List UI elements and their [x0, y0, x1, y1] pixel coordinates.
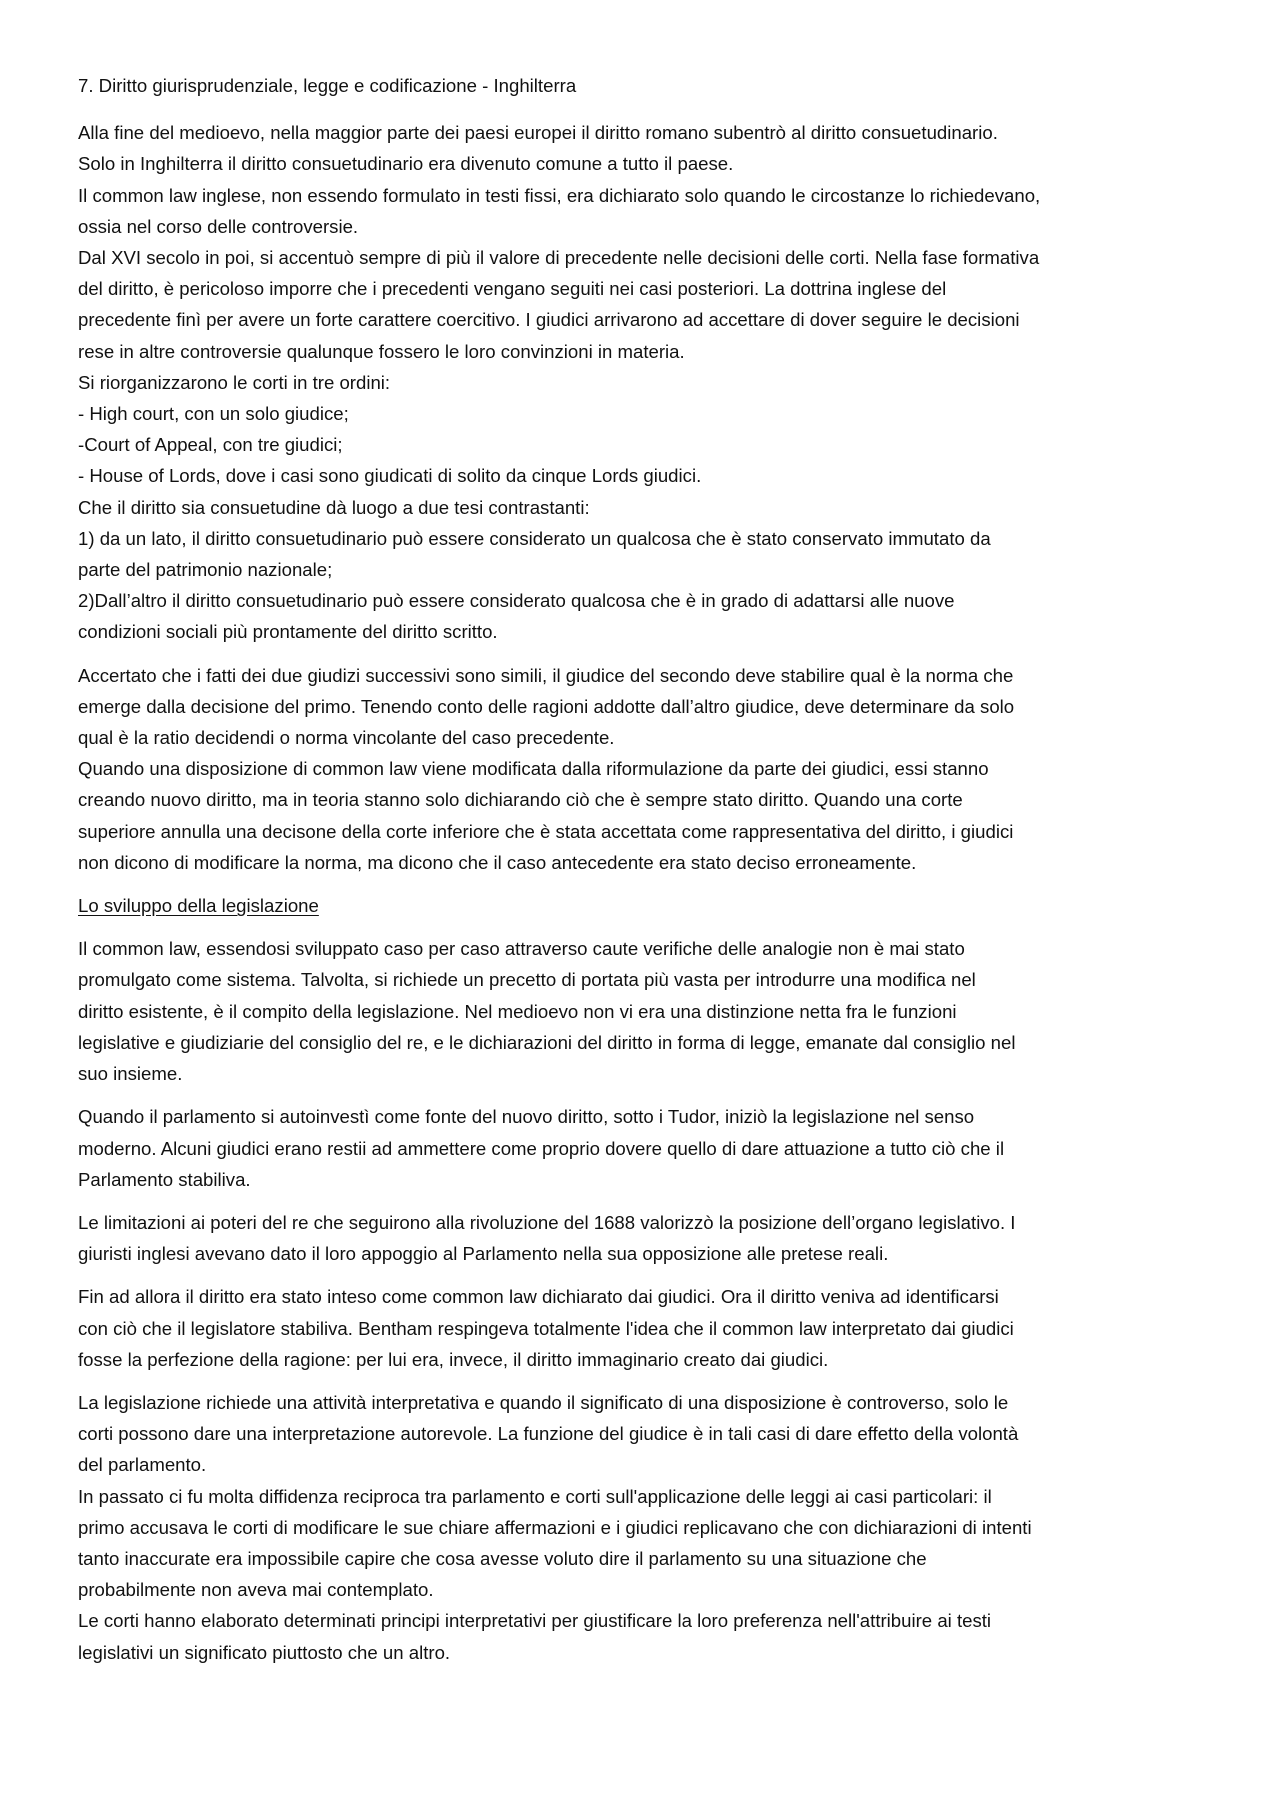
text-line: - House of Lords, dove i casi sono giudicati di solito da cinque Lords giudici.: [78, 465, 702, 487]
text-line: 1) da un lato, il diritto consuetudinario può essere considerato un qualcosa che è stato conservato immutato da: [78, 527, 991, 549]
text-line: La legislazione richiede una attività interpretativa e quando il significato di una disposizione è controverso, solo le: [78, 1391, 1009, 1413]
text-line: In passato ci fu molta diffidenza reciproca tra parlamento e corti sull'applicazione delle leggi ai casi particolari: il: [78, 1485, 992, 1507]
text-line: Il common law, essendosi sviluppato caso per caso attraverso caute verifiche delle analogie non è mai stato: [78, 938, 965, 960]
text-line: superiore annulla una decisone della corte inferiore che è stata accettata come rappresentativa del diritto, i giudici: [78, 820, 1014, 842]
text-line: fosse la perfezione della ragione: per lui era, invece, il diritto immaginario creato dai giudici.: [78, 1348, 829, 1370]
text-line: suo insieme.: [78, 1063, 183, 1085]
text-line: Il common law inglese, non essendo formulato in testi fissi, era dichiarato solo quando le circostanze lo richiedevano,: [78, 184, 1041, 206]
text-line: diritto esistente, è il compito della legislazione. Nel medioevo non vi era una distinzione netta fra le funzioni: [78, 1000, 957, 1022]
text-line: precedente finì per avere un forte carattere coercitivo. I giudici arrivarono ad accettare di dover seguire le decisioni: [78, 309, 1020, 331]
text-line: Quando il parlamento si autoinvestì come fonte del nuovo diritto, sotto i Tudor, iniziò la legislazione nel senso: [78, 1106, 975, 1128]
text-line: -Court of Appeal, con tre giudici;: [78, 434, 343, 456]
text-line: Quando una disposizione di common law viene modificata dalla riformulazione da parte dei giudici, essi stanno: [78, 758, 989, 780]
text-line: legislativi un significato piuttosto che un altro.: [78, 1641, 451, 1663]
text-line: Le corti hanno elaborato determinati principi interpretativi per giustificare la loro preferenza nell'attribuire ai testi: [78, 1610, 992, 1632]
section-bentham: [78, 1281, 1208, 1375]
text-line: parte del patrimonio nazionale;: [78, 559, 333, 581]
text-line: Accertato che i fatti dei due giudizi successivi sono simili, il giudice del secondo deve stabilire qual è la norma che: [78, 664, 1014, 686]
text-line: Che il diritto sia consuetudine dà luogo a due tesi contrastanti:: [78, 496, 590, 518]
text-line: emerge dalla decisione del primo. Tenendo conto delle ragioni addotte dall’altro giudice, deve determinare da solo: [78, 695, 1015, 717]
text-line: probabilmente non aveva mai contemplato.: [78, 1579, 434, 1601]
text-line: Solo in Inghilterra il diritto consuetudinario era divenuto comune a tutto il paese.: [78, 153, 734, 175]
section-precedent: [78, 660, 1208, 878]
section-common-law: [78, 933, 1208, 1089]
text-line: tanto inaccurate era impossibile capire che cosa avesse voluto dire il parlamento su una situazione che: [78, 1547, 927, 1569]
document-title: 7. Diritto giurisprudenziale, legge e codificazione - Inghilterra: [78, 75, 577, 96]
text-line: primo accusava le corti di modificare le sue chiare affermazioni e i giudici replicavano che con dichiarazioni di intenti: [78, 1516, 1032, 1538]
text-line: creando nuovo diritto, ma in teoria stanno solo dichiarando ciò che è sempre stato diritto. Quando una corte: [78, 789, 963, 811]
text-line: corti possono dare una interpretazione autorevole. La funzione del giudice è in tali casi di dare effetto della volontà: [78, 1423, 1019, 1445]
text-line: condizioni sociali più prontamente del diritto scritto.: [78, 621, 498, 643]
section-introduction: [78, 117, 1208, 647]
text-line: del parlamento.: [78, 1454, 207, 1476]
text-line: Alla fine del medioevo, nella maggior parte dei paesi europei il diritto romano subentrò al diritto consuetudinario.: [78, 122, 998, 144]
text-line: Si riorganizzarono le corti in tre ordini:: [78, 371, 391, 393]
text-line: del diritto, è pericoloso imporre che i precedenti vengano seguiti nei casi posteriori. La dottrina inglese del: [78, 278, 947, 300]
text-line: qual è la ratio decidendi o norma vincolante del caso precedente.: [78, 727, 615, 749]
text-line: promulgato come sistema. Talvolta, si richiede un precetto di portata più vasta per introdurre una modifica nel: [78, 969, 976, 991]
document-page: [78, 70, 1208, 1668]
text-line: con ciò che il legislatore stabiliva. Bentham respingeva totalmente l'idea che il common law interpretato dai giudici: [78, 1317, 1014, 1339]
text-line: Dal XVI secolo in poi, si accentuò sempre di più il valore di precedente nelle decisioni delle corti. Nella fase formativa: [78, 247, 1040, 269]
text-line: giuristi inglesi avevano dato il loro appoggio al Parlamento nella sua opposizione alle pretese reali.: [78, 1243, 889, 1265]
text-line: ossia nel corso delle controversie.: [78, 215, 359, 237]
section-parliament: [78, 1101, 1208, 1195]
text-line: non dicono di modificare la norma, ma dicono che il caso antecedente era stato deciso erroneamente.: [78, 851, 917, 873]
text-line: rese in altre controversie qualunque fossero le loro convinzioni in materia.: [78, 340, 685, 362]
section-heading: Lo sviluppo della legislazione: [78, 895, 319, 917]
text-line: - High court, con un solo giudice;: [78, 403, 349, 425]
section-revolution: [78, 1207, 1208, 1269]
text-line: Le limitazioni ai poteri del re che seguirono alla rivoluzione del 1688 valorizzò la posizione dell’organo legislativo. I: [78, 1211, 1016, 1233]
section-interpretation: [78, 1387, 1208, 1668]
text-line: Fin ad allora il diritto era stato inteso come common law dichiarato dai giudici. Ora il diritto veniva ad identificarsi: [78, 1286, 999, 1308]
text-line: Parlamento stabiliva.: [78, 1168, 251, 1190]
text-line: 2)Dall’altro il diritto consuetudinario può essere considerato qualcosa che è in grado di adattarsi alle nuove: [78, 590, 955, 612]
text-line: legislative e giudiziarie del consiglio del re, e le dichiarazioni del diritto in forma di legge, emanate dal consiglio nel: [78, 1031, 1016, 1053]
text-line: moderno. Alcuni giudici erano restii ad ammettere come proprio dovere quello di dare attuazione a tutto ciò che il: [78, 1137, 1005, 1159]
